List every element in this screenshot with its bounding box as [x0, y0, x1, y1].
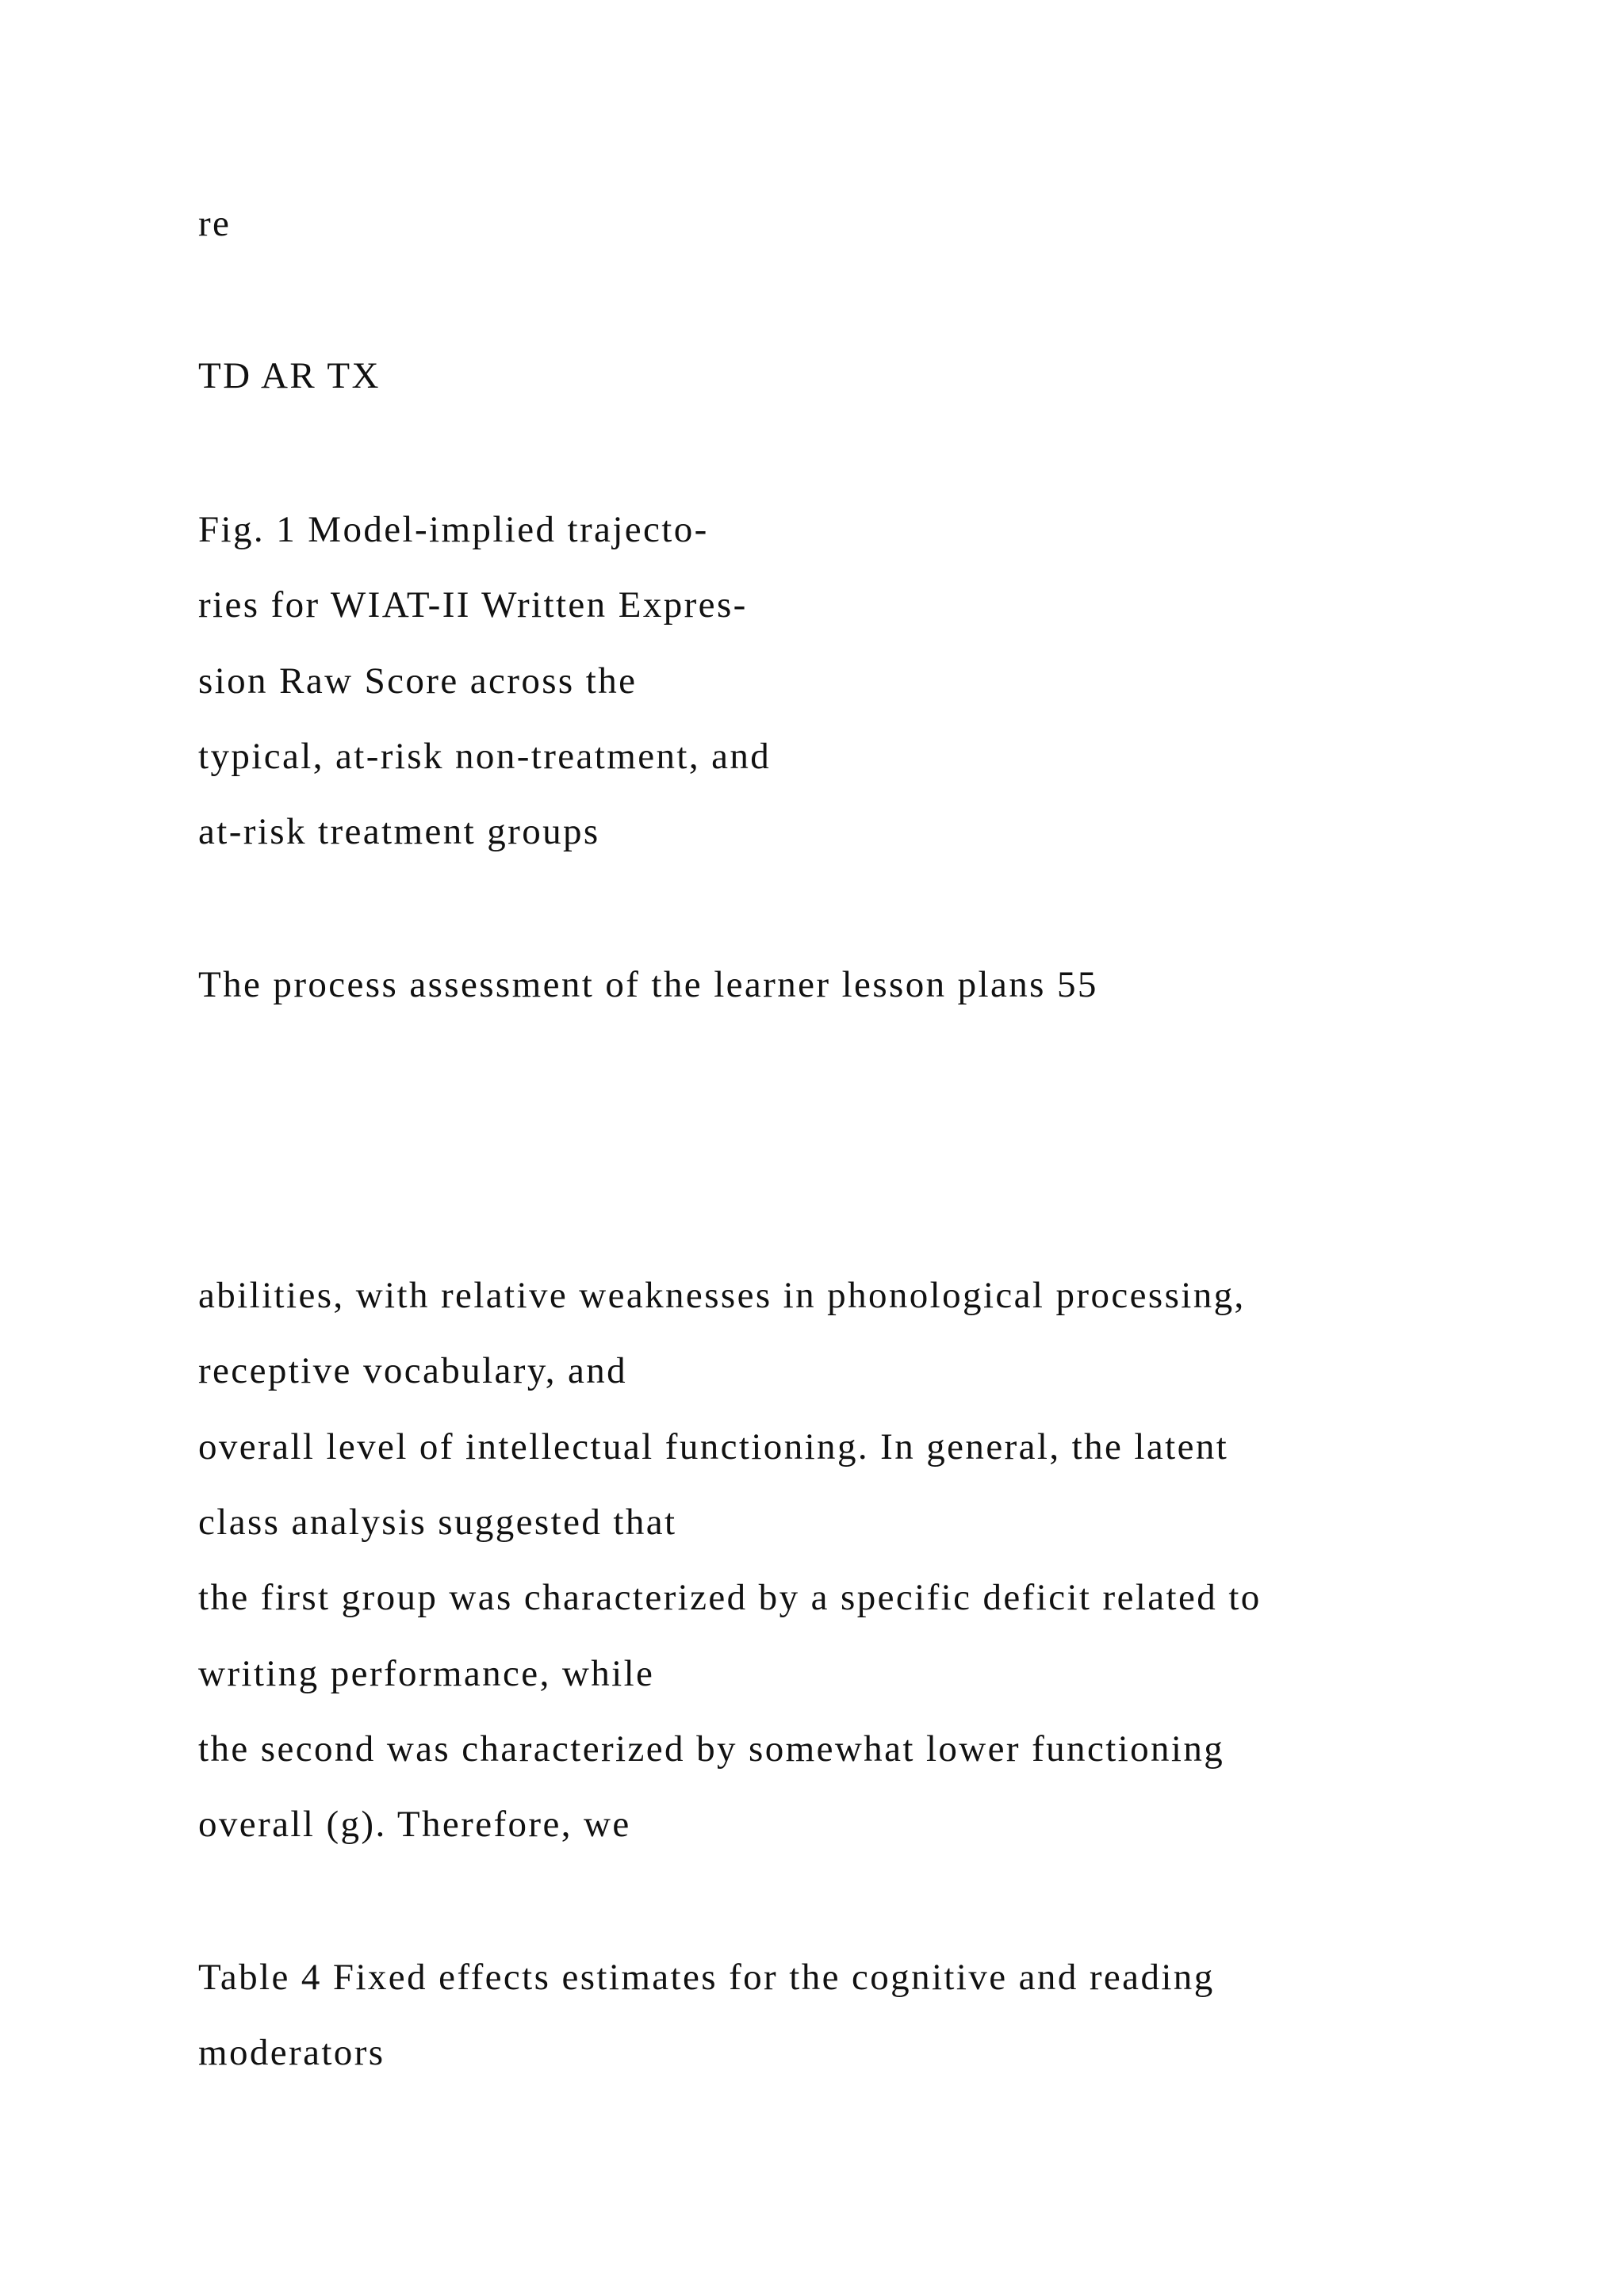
figure-caption-line: ries for WIAT-II Written Expres- [198, 584, 748, 626]
paragraph-line: writing performance, while [198, 1653, 655, 1694]
paragraph-line: the first group was characterized by a specific deficit related to [198, 1577, 1262, 1618]
paragraph-line: receptive vocabulary, and [198, 1350, 628, 1391]
table-caption-line: moderators [198, 2032, 385, 2073]
text-fragment: re [198, 203, 232, 244]
figure-caption-line: sion Raw Score across the [198, 660, 638, 702]
paragraph-line: overall (g). Therefore, we [198, 1804, 631, 1845]
table-caption-line: Table 4 Fixed effects estimates for the cognitive and reading [198, 1957, 1215, 1998]
paragraph-line: overall level of intellectual functioning. In general, the latent [198, 1426, 1229, 1468]
figure-caption-line: typical, at-risk non-treatment, and [198, 736, 772, 777]
paragraph-line: class analysis suggested that [198, 1502, 677, 1543]
figure-caption-line: at-risk treatment groups [198, 811, 600, 852]
running-header: The process assessment of the learner lesson plans 55 [198, 964, 1098, 1005]
paragraph-line: abilities, with relative weaknesses in phonological processing, [198, 1275, 1246, 1316]
figure-legend-labels: TD AR TX [198, 355, 381, 396]
paragraph-line: the second was characterized by somewhat lower functioning [198, 1728, 1225, 1770]
figure-caption-line: Fig. 1 Model-implied trajecto- [198, 509, 709, 550]
